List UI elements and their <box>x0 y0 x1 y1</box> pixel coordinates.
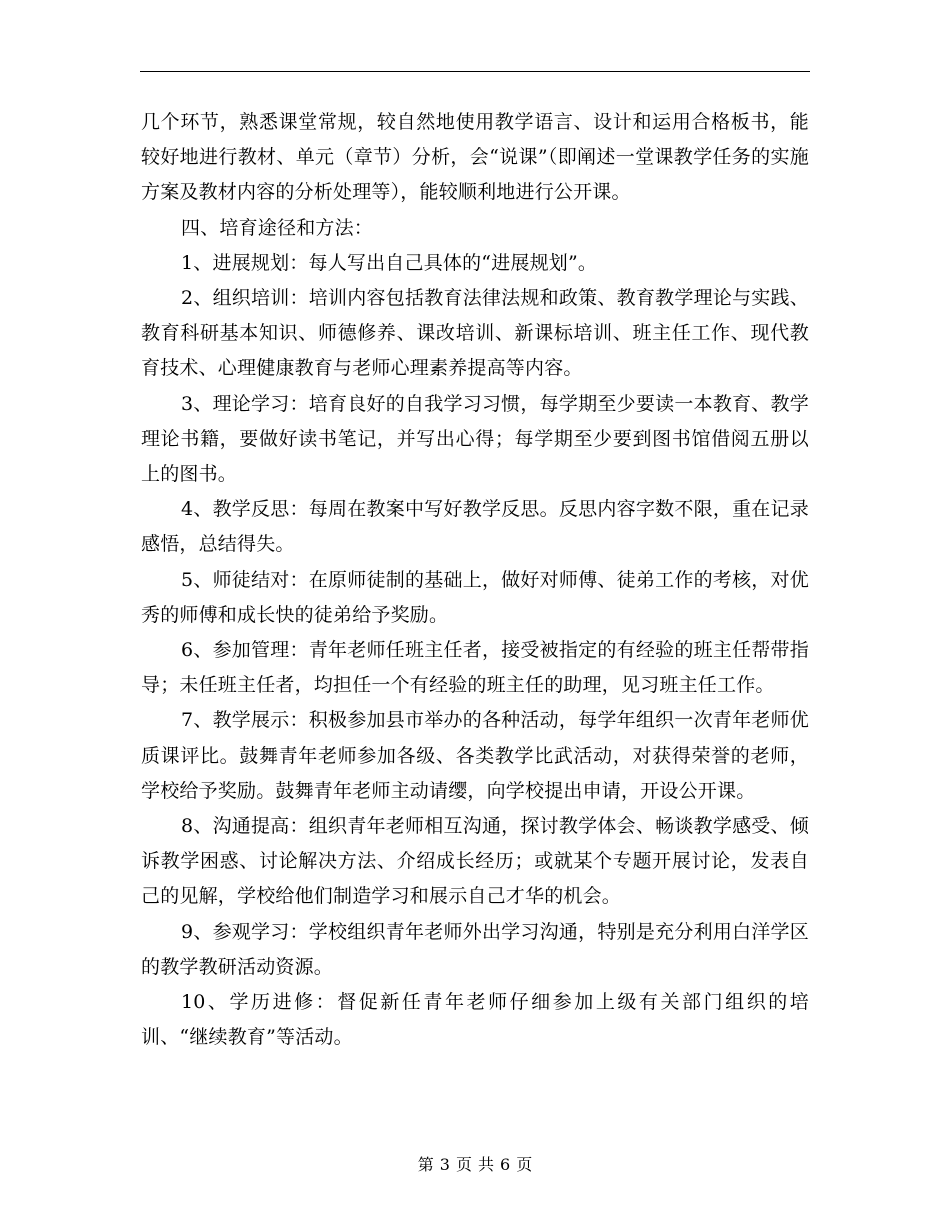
footer-label-ye2: 页 <box>516 1155 533 1174</box>
footer-total-pages: 6 <box>500 1155 511 1174</box>
list-item: 10、学历进修：督促新任青年老师仔细参加上级有关部门组织的培训、“继续教育”等活动。 <box>141 991 809 1049</box>
section-heading: 四、培育途径和方法： <box>181 216 374 239</box>
paragraph: 几个环节，熟悉课堂常规，较自然地使用教学语言、设计和运用合格板书，能较好地进行教材、单元（章节）分析，会“说课”（即阐述一堂课教学任务的实施方案及教材内容的分析处理等），能较顺利地进行公开课。 <box>141 111 809 204</box>
list-item: 8、沟通提高：组织青年老师相互沟通，探讨教学体会、畅谈教学感受、倾诉教学困惑、讨论解决方法、介绍成长经历；或就某个专题开展讨论，发表自己的见解，学校给他们制造学习和展示自己才华的机会。 <box>141 815 809 908</box>
page-footer <box>0 1153 950 1177</box>
list-item: 2、组织培训：培训内容包括教育法律法规和政策、教育教学理论与实践、教育科研基本知识、师德修养、课改培训、新课标培训、班主任工作、现代教育技术、心理健康教育与老师心理素养提高等内容。 <box>141 287 809 380</box>
footer-label-gong: 共 <box>478 1155 495 1174</box>
list-item: 7、教学展示：积极参加县市举办的各种活动，每学年组织一次青年老师优质课评比。鼓舞青年老师参加各级、各类教学比武活动，对获得荣誉的老师，学校给予奖励。鼓舞青年老师主动请缨，向学校提出申请，开设公开课。 <box>141 709 809 802</box>
page-body <box>141 105 809 1055</box>
footer-label-di: 第 <box>417 1155 434 1174</box>
list-item: 4、教学反思：每周在教案中写好教学反思。反思内容字数不限，重在记录感悟，总结得失。 <box>141 498 809 556</box>
list-item: 1、进展规划：每人写出自己具体的“进展规划”。 <box>181 251 598 274</box>
list-item: 3、理论学习：培育良好的自我学习习惯，每学期至少要读一本教育、教学理论书籍，要做好读书笔记，并写出心得；每学期至少要到图书馆借阅五册以上的图书。 <box>141 392 809 486</box>
list-item: 5、师徒结对：在原师徒制的基础上，做好对师傅、徒弟工作的考核，对优秀的师傅和成长快的徒弟给予奖励。 <box>141 568 809 626</box>
footer-current-page: 3 <box>439 1155 450 1174</box>
header-rule <box>140 71 810 72</box>
footer-label-ye: 页 <box>455 1155 472 1174</box>
list-item: 6、参加管理：青年老师任班主任者，接受被指定的有经验的班主任帮带指导；未任班主任者，均担任一个有经验的班主任的助理，见习班主任工作。 <box>141 639 809 697</box>
list-item: 9、参观学习：学校组织青年老师外出学习沟通，特别是充分利用白洋学区的教学教研活动资源。 <box>141 920 809 978</box>
